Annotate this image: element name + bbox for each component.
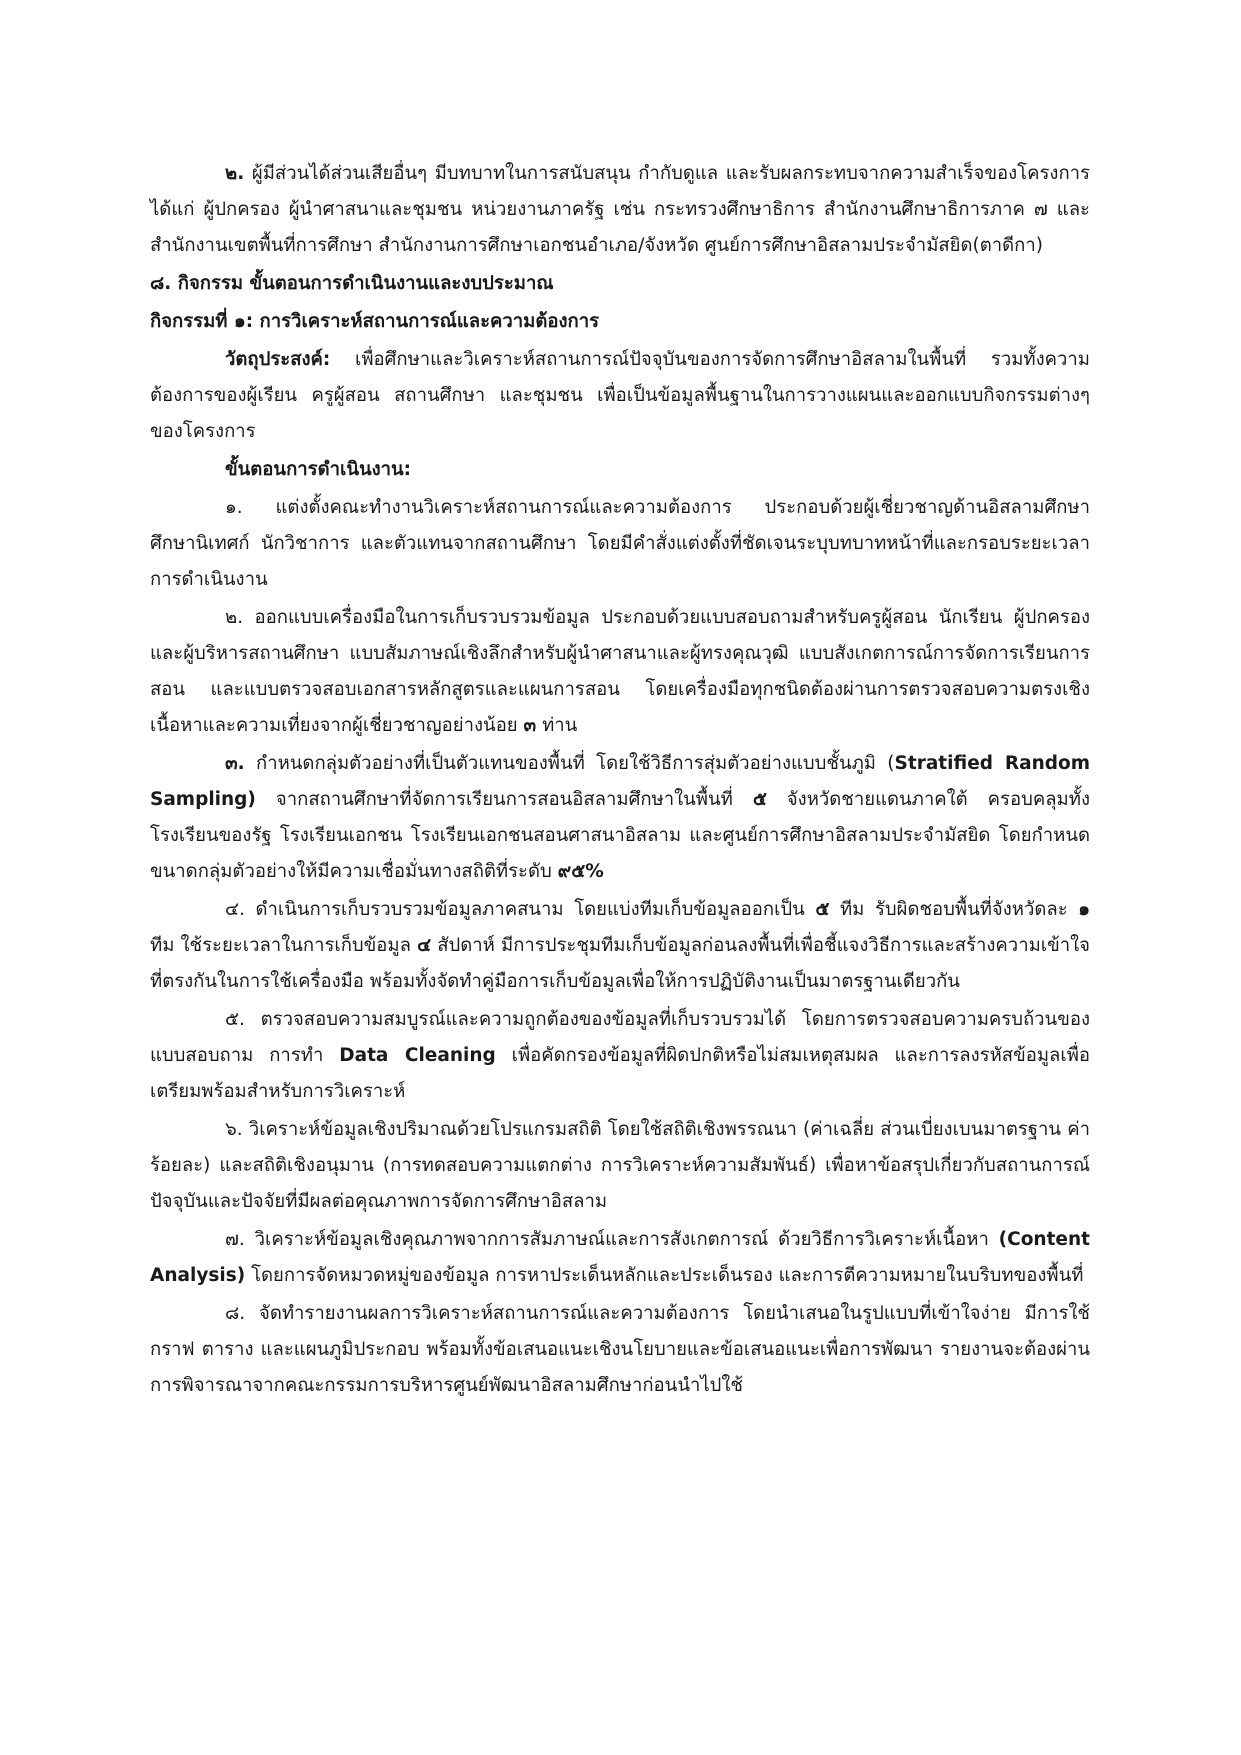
step-3-text: กำหนดกลุ่มตัวอย่างที่เป็นตัวแทนของพื้นที่ โดยใช้วิธีการสุ่มตัวอย่างแบบชั้นภูมิ ( <box>244 753 895 774</box>
step-4 <box>150 892 1090 1000</box>
step-4-team-count: ๕ <box>815 899 830 920</box>
step-5-english-term: Data Cleaning <box>339 1045 496 1066</box>
step-4-weeks: ๔ <box>417 935 432 956</box>
step-7-text-2: โดยการจัดหมวดหมู่ของข้อมูล การหาประเด็นหลักและประเด็นรอง และการตีความหมายในบริบทของพื้นที่ <box>245 1265 1084 1286</box>
step-4-per-province: ๑ <box>1078 899 1090 920</box>
step-1: ๑. แต่งตั้งคณะทำงานวิเคราะห์สถานการณ์และความต้องการ ประกอบด้วยผู้เชี่ยวชาญด้านอิสลามศึกษา ศึกษานิเทศก์ นักวิชาการ และตัวแทนจากสถานศึกษา โดยมีคำสั่งแต่งตั้งที่ชัดเจนระบุบทบาทหน้าที่และกรอบระยะเวลาการดำเนินงาน <box>150 497 1090 590</box>
step-3-text-2: จากสถานศึกษาที่จัดการเรียนการสอนอิสลามศึกษาในพื้นที่ <box>255 789 753 810</box>
step-2 <box>150 600 1090 744</box>
step-5 <box>150 1002 1090 1110</box>
step-7-english-term: (Content Analysis) <box>150 1229 1090 1286</box>
step-3-province-count: ๕ <box>752 789 767 810</box>
step-5-text-2: เพื่อคัดกรองข้อมูลที่ผิดปกติหรือไม่สมเหตุสมผล และการลงรหัสข้อมูลเพื่อเตรียมพร้อมสำหรับการวิเคราะห์ <box>150 1045 1090 1102</box>
step-4-text-4: สัปดาห์ มีการประชุมทีมเก็บข้อมูลก่อนลงพื้นที่เพื่อชี้แจงวิธีการและสร้างความเข้าใจที่ตรงกันในการใช้เครื่องมือ พร้อมทั้งจัดทำคู่มือการเก็บข้อมูลเพื่อให้การปฏิบัติงานเป็นมาตรฐานเดียวกัน <box>150 935 1091 992</box>
step-7 <box>150 1222 1090 1294</box>
stakeholders-paragraph <box>150 156 1090 264</box>
step-7-text: ๗. วิเคราะห์ข้อมูลเชิงคุณภาพจากการสัมภาษณ์และการสังเกตการณ์ ด้วยวิธีการวิเคราะห์เนื้อหา <box>225 1229 999 1250</box>
step-5-text: ๕. ตรวจสอบความสมบูรณ์และความถูกต้องของข้อมูลที่เก็บรวบรวมได้ โดยการตรวจสอบความครบถ้วนของแบบสอบถาม การทำ <box>150 1009 1090 1066</box>
objective-label: วัตถุประสงค์: <box>225 349 331 370</box>
objective-paragraph <box>150 342 1090 450</box>
step-3-confidence: ๙๕% <box>557 861 604 882</box>
stakeholders-number: ๒. <box>225 163 245 184</box>
step-2-tail: ท่าน <box>536 715 578 736</box>
section-8-heading: ๘. กิจกรรม ขั้นตอนการดำเนินงานและงบประมาณ <box>150 273 554 294</box>
step-4-text-3: ทีม ใช้ระยะเวลาในการเก็บข้อมูล <box>150 935 418 956</box>
step-2-text: ๒. ออกแบบเครื่องมือในการเก็บรวบรวมข้อมูล ประกอบด้วยแบบสอบถามสำหรับครูผู้สอน นักเรียน ผู้ปกครอง และผู้บริหารสถานศึกษา แบบสัมภาษณ์เชิงลึกสำหรับผู้นำศาสนาและผู้ทรงคุณวุฒิ แบบสังเกตการณ์การจัดการเรียนการสอน และแบบตรวจสอบเอกสารหลักสูตรและแผนการสอน โดยเครื่องมือทุกชนิดต้องผ่านการตรวจสอบความตรงเชิงเนื้อหาและความเที่ยงจากผู้เชี่ยวชาญอย่างน้อย <box>150 607 1090 736</box>
step-8: ๘. จัดทำรายงานผลการวิเคราะห์สถานการณ์และความต้องการ โดยนำเสนอในรูปแบบที่เข้าใจง่าย มีการใช้กราฟ ตาราง และแผนภูมิประกอบ พร้อมทั้งข้อเสนอแนะเชิงนโยบายและข้อเสนอแนะเพื่อการพัฒนา รายงานจะต้องผ่านการพิจารณาจากคณะกรรมการบริหารศูนย์พัฒนาอิสลามศึกษาก่อนนำไปใช้ <box>150 1303 1090 1396</box>
steps-heading: ขั้นตอนการดำเนินงาน: <box>225 459 412 480</box>
step-2-count: ๓ <box>523 715 537 736</box>
objective-text: เพื่อศึกษาและวิเคราะห์สถานการณ์ปัจจุบันของการจัดการศึกษาอิสลามในพื้นที่ รวมทั้งความต้องการของผู้เรียน ครูผู้สอน สถานศึกษา และชุมชน เพื่อเป็นข้อมูลพื้นฐานในการวางแผนและออกแบบกิจกรรมต่างๆ ของโครงการ <box>150 349 1090 442</box>
step-3-english-term: Stratified Random Sampling) <box>150 753 1090 810</box>
step-6: ๖. วิเคราะห์ข้อมูลเชิงปริมาณด้วยโปรแกรมสถิติ โดยใช้สถิติเชิงพรรณนา (ค่าเฉลี่ย ส่วนเบี่ยงเบนมาตรฐาน ค่าร้อยละ) และสถิติเชิงอนุมาน (การทดสอบความแตกต่าง การวิเคราะห์ความสัมพันธ์) เพื่อหาข้อสรุปเกี่ยวกับสถานการณ์ปัจจุบันและปัจจัยที่มีผลต่อคุณภาพการจัดการศึกษาอิสลาม <box>150 1119 1090 1212</box>
step-3 <box>150 746 1090 890</box>
step-3-text-3: จังหวัดชายแดนภาคใต้ ครอบคลุมทั้งโรงเรียนของรัฐ โรงเรียนเอกชน โรงเรียนเอกชนสอนศาสนาอิสลาม และศูนย์การศึกษาอิสลามประจำมัสยิด โดยกำหนดขนาดกลุ่มตัวอย่างให้มีความเชื่อมั่นทางสถิติที่ระดับ <box>150 789 1090 882</box>
step-4-text: ๔. ดำเนินการเก็บรวบรวมข้อมูลภาคสนาม โดยแบ่งทีมเก็บข้อมูลออกเป็น <box>225 899 816 920</box>
document-body <box>150 156 1090 1406</box>
stakeholders-text: ผู้มีส่วนได้ส่วนเสียอื่นๆ มีบทบาทในการสนับสนุน กำกับดูแล และรับผลกระทบจากความสำเร็จของโครงการได้แก่ ผู้ปกครอง ผู้นำศาสนาและชุมชน หน่วยงานภาครัฐ เช่น กระทรวงศึกษาธิการ สำนักงานศึกษาธิการภาค ๗ และสำนักงานเขตพื้นที่การศึกษา สำนักงานการศึกษาเอกชนอำเภอ/จังหวัด ศูนย์การศึกษาอิสลามประจำมัสยิด(ตาดีกา) <box>150 163 1090 256</box>
activity-1-heading: กิจกรรมที่ ๑: การวิเคราะห์สถานการณ์และความต้องการ <box>150 311 600 332</box>
step-3-number: ๓. <box>225 753 245 774</box>
step-4-text-2: ทีม รับผิดชอบพื้นที่จังหวัดละ <box>829 899 1079 920</box>
